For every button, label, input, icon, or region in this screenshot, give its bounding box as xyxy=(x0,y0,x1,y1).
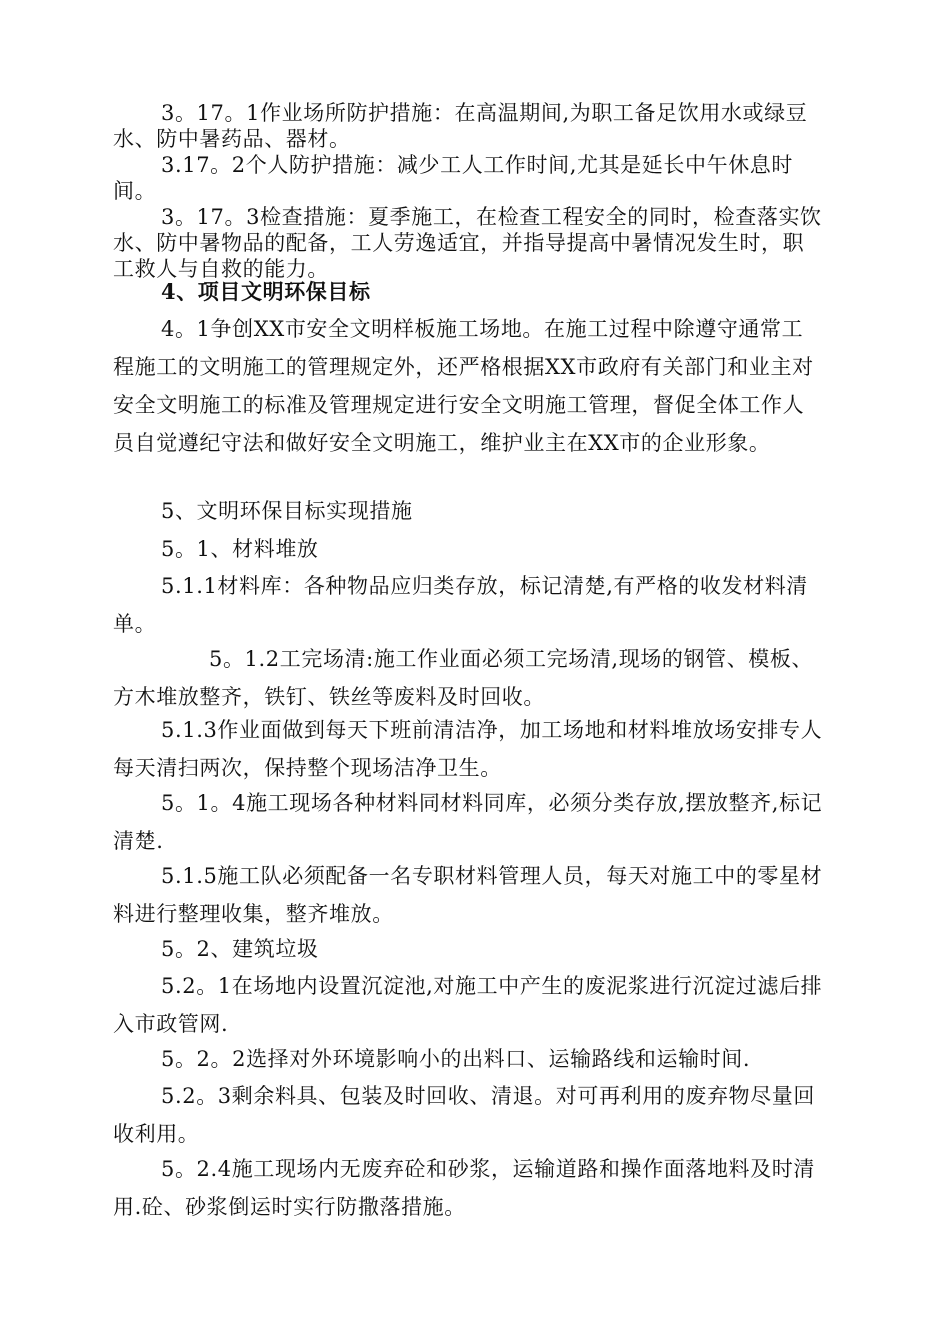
paragraph-5-1-2: 5。1.2工完场清:施工作业面必须工完场清,现场的钢管、模板、方木堆放整齐，铁钉、铁丝等废料及时回收。 xyxy=(113,647,814,709)
section-heading-5-1: 5。1、材料堆放 xyxy=(161,537,319,561)
paragraph-5-2-2: 5。2。2选择对外环境影响小的出料口、运输路线和运输时间. xyxy=(161,1047,751,1071)
paragraph-3-17-3: 3。17。3检查措施：夏季施工，在检查工程安全的同时，检查落实饮水、防中暑物品的配备，工人劳逸适宜，并指导提高中暑情况发生时，职工救人与自救的能力。 xyxy=(113,205,822,281)
paragraph-5-2-1: 5.2。1在场地内设置沉淀池,对施工中产生的废泥浆进行沉淀过滤后排入市政管网. xyxy=(113,974,823,1036)
section-heading-5-2: 5。2、建筑垃圾 xyxy=(161,937,319,961)
paragraph-4-1: 4。1争创XX市安全文明样板施工场地。在施工过程中除遵守通常工程施工的文明施工的管理规定外，还严格根据XX市政府有关部门和业主对安全文明施工的标准及管理规定进行安全文明施工管理，督促全体工作人员自觉遵纪守法和做好安全文明施工，维护业主在XX市的企业形象。 xyxy=(113,317,814,455)
section-heading-5: 5、文明环保目标实现措施 xyxy=(161,499,413,523)
paragraph-5-1-4: 5。1。4施工现场各种材料同材料同库，必须分类存放,摆放整齐,标记清楚. xyxy=(113,791,823,853)
paragraph-5-1-1: 5.1.1材料库：各种物品应归类存放，标记清楚,有严格的收发材料清单。 xyxy=(113,574,808,636)
paragraph-3-17-1: 3。17。1作业场所防护措施：在高温期间,为职工备足饮用水或绿豆水、防中暑药品、器材。 xyxy=(113,101,808,151)
paragraph-5-2-3: 5.2。3剩余料具、包装及时回收、清退。对可再利用的废弃物尽量回收利用。 xyxy=(113,1084,815,1146)
paragraph-5-1-3: 5.1.3作业面做到每天下班前清洁净，加工场地和材料堆放场安排专人每天清扫两次，保持整个现场洁净卫生。 xyxy=(113,718,823,780)
paragraph-5-1-5: 5.1.5施工队必须配备一名专职材料管理人员，每天对施工中的零星材料进行整理收集，整齐堆放。 xyxy=(113,864,823,926)
paragraph-3-17-2: 3.17。2个人防护措施：减少工人工作时间,尤其是延长中午休息时间。 xyxy=(113,153,793,203)
paragraph-5-2-4: 5。2.4施工现场内无废弃砼和砂浆，运输道路和操作面落地料及时清用.砼、砂浆倒运时实行防撒落措施。 xyxy=(113,1157,815,1219)
section-heading-4: 4、项目文明环保目标 xyxy=(161,279,371,304)
